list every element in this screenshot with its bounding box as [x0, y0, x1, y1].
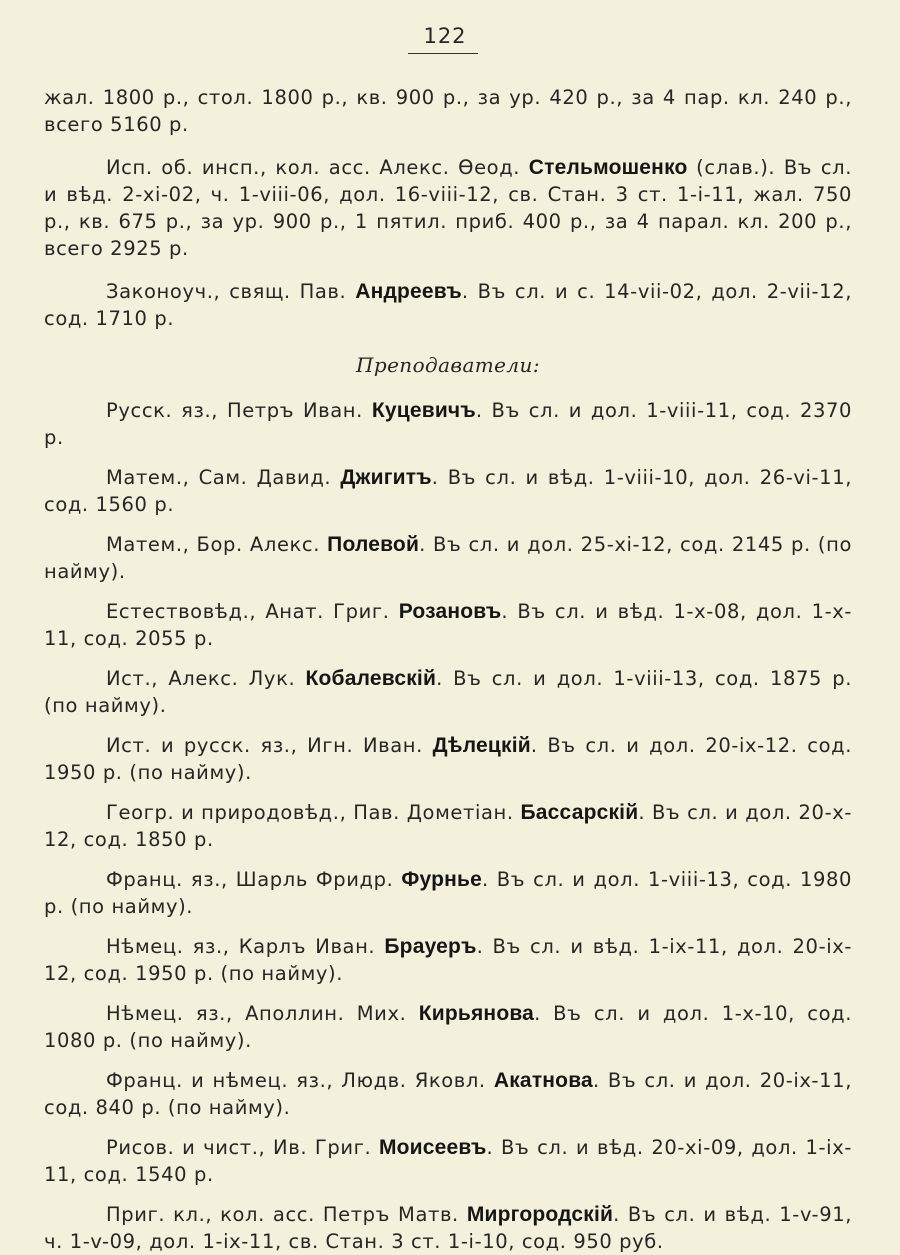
- entry-details: . Въ сл. и вѣд. 1-x-08, дол. 1-x-11, сод. 2055 р.: [44, 600, 852, 650]
- entry-prefix: Нѣмец. яз., Карлъ Иван.: [106, 935, 385, 958]
- teacher-entry: [44, 1201, 852, 1255]
- entry-surname: Кобалевскій: [305, 667, 437, 690]
- entry-surname: Брауеръ: [384, 935, 477, 958]
- entry-prefix: Естествовѣд., Анат. Григ.: [106, 600, 399, 623]
- entry-details: . Въ сл. и с. 14-vii-02, дол. 2-vii-12, сод. 1710 р.: [44, 280, 852, 330]
- entry-details: . Въ сл. и дол. 1-viii-11, сод. 2370 р.: [44, 399, 853, 449]
- page-number-rule: [408, 53, 478, 54]
- teacher-entry: [44, 1000, 852, 1054]
- entry-surname: Дѣлецкій: [432, 734, 531, 757]
- entry-prefix: Исп. об. инсп., кол. асс. Алекс. Ѳеод.: [106, 156, 529, 179]
- entry-prefix: Матем., Сам. Давид.: [106, 466, 341, 489]
- entry-surname: Стельмошенко: [528, 156, 688, 179]
- entry-priest: [44, 278, 852, 332]
- entry-prefix: Нѣмец. яз., Аполлин. Мих.: [106, 1002, 419, 1025]
- entry-surname: Фурнье: [401, 868, 483, 891]
- entry-surname: Моисеевъ: [378, 1136, 487, 1159]
- entry-surname: Кирьянова: [418, 1002, 535, 1025]
- teacher-entry: [44, 799, 852, 853]
- teacher-entry: [44, 1067, 852, 1121]
- entry-inspector: [44, 154, 852, 262]
- entry-details: . Въ сл. и дол. 1-x-10, сод. 1080 р. (по найму).: [44, 1002, 853, 1052]
- section-heading: Преподаватели:: [356, 353, 540, 377]
- teacher-entry: [44, 1134, 852, 1188]
- entry-surname: Андреевъ: [355, 280, 462, 303]
- entry-surname: Акатнова: [493, 1069, 593, 1092]
- entry-prefix: Русск. яз., Петръ Иван.: [106, 399, 372, 422]
- entry-prefix: Ист., Алекс. Лук.: [106, 667, 306, 690]
- entry-details: . Въ сл. и вѣд. 1-ix-11, дол. 20-ix-12, сод. 1950 р. (по найму).: [44, 935, 852, 985]
- entry-details: . Въ сл. и дол. 20-ix-12. сод. 1950 р. (по найму).: [44, 734, 852, 784]
- entry-surname: Полевой: [327, 533, 420, 556]
- teacher-list: [44, 397, 852, 1255]
- teacher-entry: [44, 464, 852, 518]
- entry-details: . Въ сл. и вѣд. 20-xi-09, дол. 1-ix-11, сод. 1540 р.: [44, 1136, 852, 1186]
- teacher-entry: [44, 866, 852, 920]
- teacher-entry: [44, 598, 852, 652]
- teacher-entry: [44, 397, 852, 451]
- entry-prefix: Франц. яз., Шарль Фридр.: [106, 868, 402, 891]
- entry-details: . Въ сл. и дол. 20-ix-11, сод. 840 р. (по найму).: [44, 1069, 852, 1119]
- intro-line: жал. 1800 р., стол. 1800 р., кв. 900 р., за ур. 420 р., за 4 пар. кл. 240 р., всего 5160 р.: [44, 86, 852, 136]
- entry-surname: Куцевичъ: [371, 399, 476, 422]
- entry-surname: Розановъ: [398, 600, 502, 623]
- entry-details: . Въ сл. и дол. 1-viii-13, сод. 1980 р. (по найму).: [44, 868, 853, 918]
- entry-details: . Въ сл. и дол. 1-viii-13, сод. 1875 р. (по найму).: [44, 667, 853, 717]
- teacher-entry: [44, 665, 852, 719]
- entry-prefix: Рисов. и чист., Ив. Григ.: [106, 1136, 379, 1159]
- entry-details: (слав.). Въ сл. и вѣд. 2-xi-02, ч. 1-viii-06, дол. 16-viii-12, св. Стан. 3 ст. 1-i-11, жал. 750 р., кв. 675 р., за ур. 900 р., 1 пятил. приб. 400 р., за 4 парал. кл. 200 р., всего 2925 р.: [44, 156, 852, 260]
- entry-prefix: Ист. и русск. яз., Игн. Иван.: [106, 734, 433, 757]
- entry-prefix: Франц. и нѣмец. яз., Людв. Яковл.: [106, 1069, 494, 1092]
- entry-surname: Джигитъ: [340, 466, 432, 489]
- entry-prefix: Приг. кл., кол. асс. Петръ Матв.: [106, 1203, 467, 1226]
- entry-surname: Бассарскій: [520, 801, 639, 824]
- entry-prefix: Матем., Бор. Алекс.: [106, 533, 328, 556]
- teacher-entry: [44, 933, 852, 987]
- entry-details: . Въ сл. и вѣд. 1-v-91, ч. 1-v-09, дол. 1-ix-11, св. Стан. 3 ст. 1-i-10, сод. 950 руб.: [44, 1203, 853, 1253]
- entry-prefix: Законоуч., свящ. Пав.: [106, 280, 356, 303]
- document-body: [44, 84, 852, 1255]
- entry-prefix: Геогр. и природовѣд., Пав. Дометіан.: [106, 801, 521, 824]
- entry-surname: Миргородскій: [466, 1203, 614, 1226]
- entry-details: . Въ сл. и вѣд. 1-viii-10, дол. 26-vi-11, сод. 1560 р.: [44, 466, 852, 516]
- page-number: 122: [423, 24, 467, 48]
- teacher-entry: [44, 531, 852, 585]
- entry-details: . Въ сл. и дол. 25-xi-12, сод. 2145 р. (по найму).: [44, 533, 853, 583]
- teacher-entry: [44, 732, 852, 786]
- entry-details: . Въ сл. и дол. 20-x-12, сод. 1850 р.: [44, 801, 852, 851]
